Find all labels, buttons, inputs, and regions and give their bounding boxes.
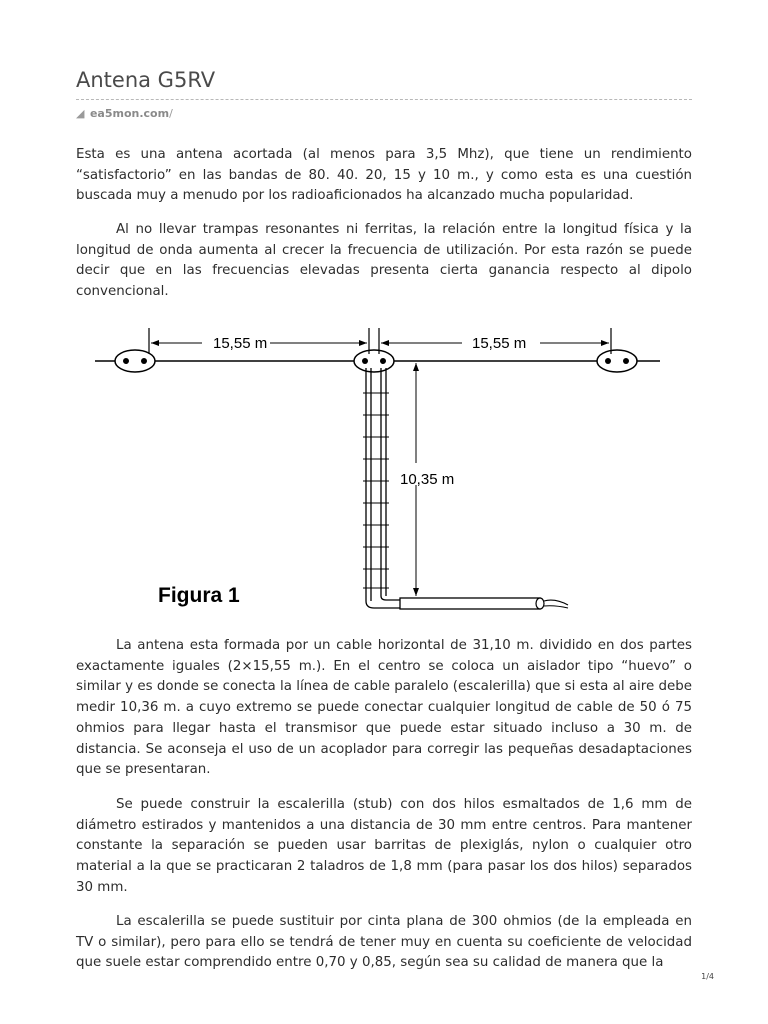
right-insulator (597, 350, 637, 372)
paragraph-4: Se puede construir la escalerilla (stub) con dos hilos esmaltados de 1,6 mm de diámetro estirados y mantenidos a una distancia de 30 mm entre centros. Para mantener constante la separación se pueden usar barritas de plexiglás, nylon o cualquier otro material a la que se practicaran 2 taladros de 1,8 mm (para pasar los dos hilos) separados 30 mm. (76, 797, 692, 895)
coax-cable (400, 598, 568, 609)
ladder-line (363, 368, 400, 608)
source-path: / (169, 107, 173, 120)
source-link[interactable] (76, 107, 173, 120)
figure-caption: Figura 1 (158, 584, 240, 607)
page-title: Antena G5RV (76, 68, 216, 92)
link-icon: ◢ (76, 107, 90, 120)
antenna-diagram (90, 318, 680, 618)
center-insulator (354, 350, 394, 372)
title-divider (76, 99, 692, 100)
paragraph-1: Esta es una antena acortada (al menos para 3,5 Mhz), que tiene un rendimiento “satisfactorio” en las bandas de 80. 40. 20, 15 y 10 m., y como esta es una cuestión buscada muy a menudo por los radioaficionados ha alcanzado mucha popularidad. (76, 147, 692, 204)
vertical-length-label: 10,35 m (400, 471, 455, 488)
paragraph-5: La escalerilla se puede sustituir por cinta plana de 300 ohmios (de la empleada en TV o similar), pero para ello se tendrá de tener muy en cuenta su coeficiente de velocidad que suele estar comprendido entre 0,70 y 0,85, según sea su calidad de manera que la (76, 914, 692, 971)
source-host: ea5mon.com (89, 107, 170, 120)
left-length-label: 15,55 m (213, 335, 268, 352)
paragraph-2: Al no llevar trampas resonantes ni ferritas, la relación entre la longitud física y la longitud de onda aumenta al crecer la frecuencia de utilización. Por esta razón se puede decir que en las frecuencias elevadas presenta cierta ganancia respecto al dipolo convencional. (76, 222, 692, 300)
right-length-label: 15,55 m (472, 335, 527, 352)
paragraph-3: La antena esta formada por un cable horizontal de 31,10 m. dividido en dos partes exactamente iguales (2×15,55 m.). En el centro se coloca un aislador tipo “huevo” o similar y es donde se conecta la línea de cable paralelo (escalerilla) que si esta al aire debe medir 10,36 m. a cuyo extremo se puede conectar cualquier longitud de cable de 50 ó 75 ohmios para llegar hasta el transmisor que puede estar situado incluso a 30 m. de distancia. Se aconseja el uso de un acoplador para corregir las pequeñas desadaptaciones que se presentaran. (76, 638, 692, 778)
page-number: 1/4 (701, 972, 714, 981)
